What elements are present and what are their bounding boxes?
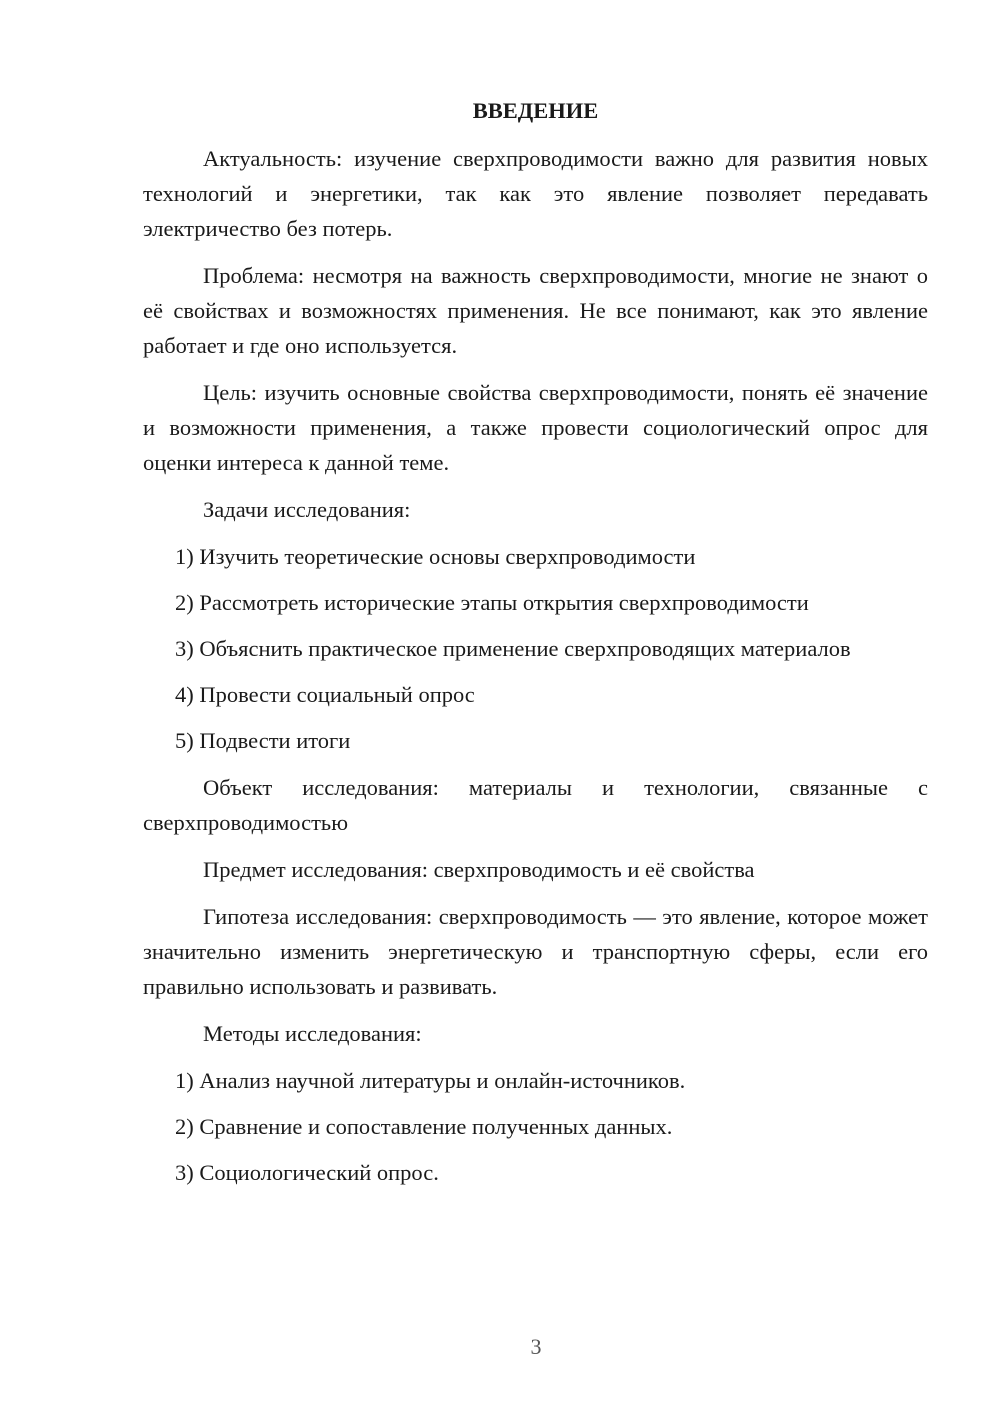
- object-paragraph: Объект исследования: материалы и технологии, связанные с сверхпроводимостью: [143, 775, 928, 835]
- page-number: 3: [530, 1334, 542, 1359]
- method-item: 2) Сравнение и сопоставление полученных данных.: [175, 1114, 673, 1139]
- relevance-paragraph: Актуальность: изучение сверхпроводимости важно для развития новых технологий и энергетики, так как это явление позволяет передавать электричество без потерь.: [143, 146, 928, 241]
- tasks-list: [143, 539, 928, 758]
- document-page: [143, 94, 928, 1202]
- method-item: 1) Анализ научной литературы и онлайн-источников.: [175, 1068, 686, 1093]
- goal-paragraph: Цель: изучить основные свойства сверхпроводимости, понять её значение и возможности применения, а также провести социологический опрос для оценки интереса к данной теме.: [143, 380, 928, 475]
- tasks-label: Задачи исследования:: [203, 497, 411, 522]
- method-item: 3) Социологический опрос.: [175, 1160, 439, 1185]
- methods-label: Методы исследования:: [203, 1021, 422, 1046]
- task-item: 1) Изучить теоретические основы сверхпроводимости: [175, 544, 696, 569]
- task-item: 2) Рассмотреть исторические этапы открытия сверхпроводимости: [175, 590, 809, 615]
- section-title: ВВЕДЕНИЕ: [472, 98, 599, 123]
- hypothesis-paragraph: Гипотеза исследования: сверхпроводимость — это явление, которое может значительно изменить энергетическую и транспортную сферы, если его правильно использовать и развивать.: [143, 904, 928, 999]
- task-item: 5) Подвести итоги: [175, 728, 351, 753]
- subject-paragraph: Предмет исследования: сверхпроводимость и её свойства: [203, 857, 755, 882]
- task-item: 3) Объяснить практическое применение сверхпроводящих материалов: [175, 636, 851, 661]
- problem-paragraph: Проблема: несмотря на важность сверхпроводимости, многие не знают о её свойствах и возможностях применения. Не все понимают, как это явление работает и где оно используется.: [143, 263, 928, 358]
- methods-list: [143, 1063, 928, 1190]
- task-item: 4) Провести социальный опрос: [175, 682, 475, 707]
